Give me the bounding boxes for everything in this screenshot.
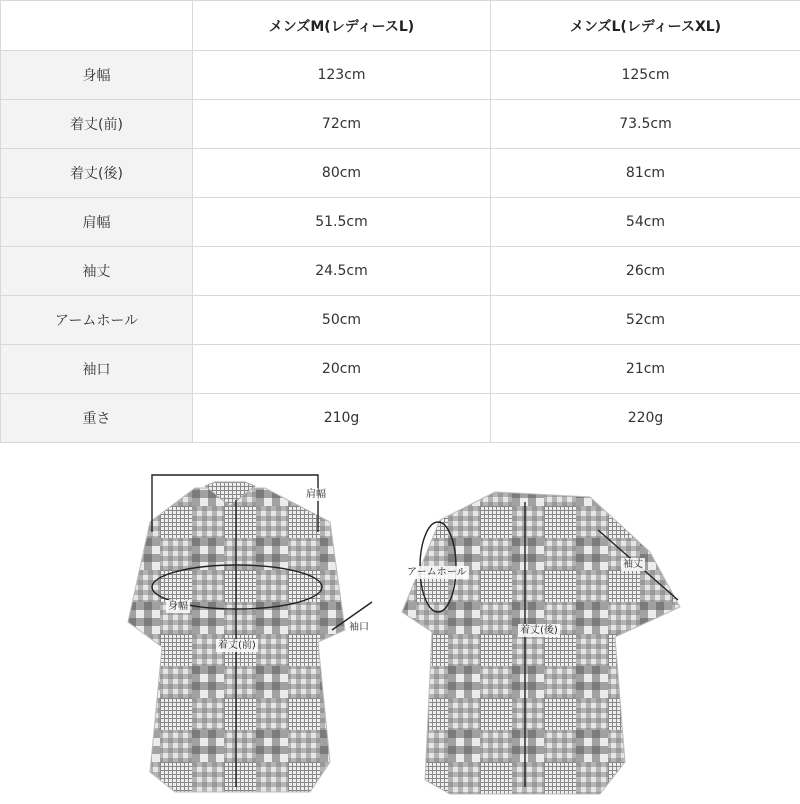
value-l: 220g [491, 394, 800, 443]
table-row [1, 247, 800, 296]
label-chest: 身幅 [166, 600, 190, 613]
value-l: 73.5cm [491, 100, 800, 149]
table-header-row [1, 1, 800, 51]
row-label: 身幅 [1, 51, 193, 100]
table-row [1, 100, 800, 149]
value-l: 21cm [491, 345, 800, 394]
value-l: 125cm [491, 51, 800, 100]
value-l: 52cm [491, 296, 800, 345]
label-cuff: 袖口 [347, 621, 371, 634]
shirt-illustration [0, 442, 800, 800]
value-m: 72cm [193, 100, 491, 149]
row-label: 袖口 [1, 345, 193, 394]
row-label: 袖丈 [1, 247, 193, 296]
row-label: 着丈(後) [1, 149, 193, 198]
value-l: 54cm [491, 198, 800, 247]
label-armhole: アームホール [405, 566, 469, 579]
value-m: 24.5cm [193, 247, 491, 296]
row-label: 着丈(前) [1, 100, 193, 149]
header-size-l: メンズL(レディースXL) [491, 1, 800, 51]
table-row [1, 296, 800, 345]
row-label: 肩幅 [1, 198, 193, 247]
value-m: 80cm [193, 149, 491, 198]
header-size-m: メンズM(レディースL) [193, 1, 491, 51]
value-m: 51.5cm [193, 198, 491, 247]
label-length-front: 着丈(前) [216, 639, 258, 652]
table-row [1, 345, 800, 394]
label-shoulder: 肩幅 [304, 488, 328, 501]
value-m: 50cm [193, 296, 491, 345]
label-sleeve: 袖丈 [621, 558, 645, 571]
row-label: 重さ [1, 394, 193, 443]
table-row [1, 149, 800, 198]
header-empty-cell [1, 1, 193, 51]
shirt-measurement-photo [0, 442, 800, 800]
back-shirt [402, 492, 680, 794]
value-m: 123cm [193, 51, 491, 100]
value-l: 81cm [491, 149, 800, 198]
table-row [1, 51, 800, 100]
row-label: アームホール [1, 296, 193, 345]
value-m: 20cm [193, 345, 491, 394]
value-l: 26cm [491, 247, 800, 296]
label-length-back: 着丈(後) [518, 624, 560, 637]
table-row [1, 394, 800, 443]
value-m: 210g [193, 394, 491, 443]
table-row [1, 198, 800, 247]
